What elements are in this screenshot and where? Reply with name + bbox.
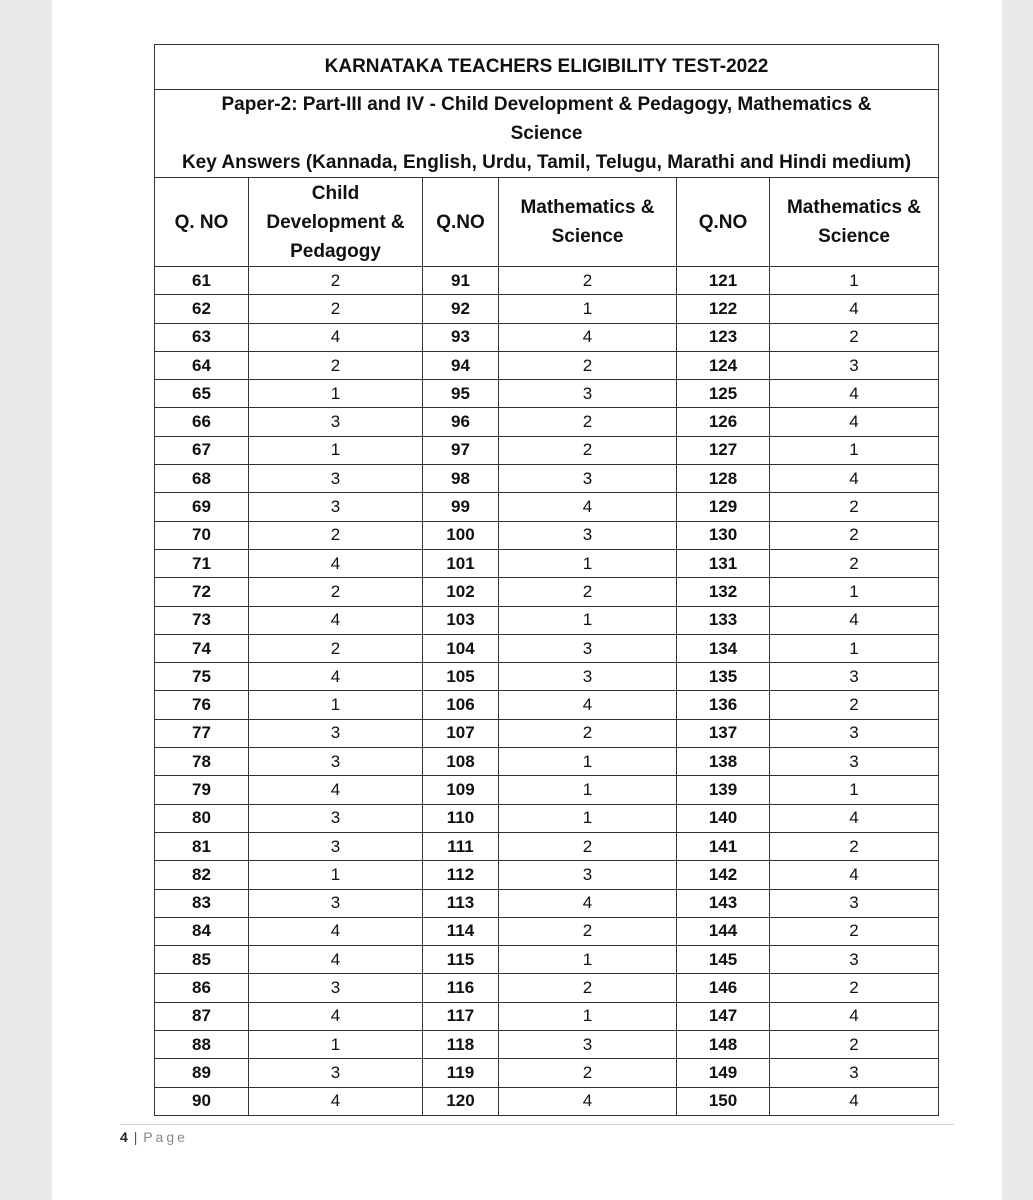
table-row bbox=[155, 493, 939, 521]
answer-cell: 2 bbox=[249, 351, 423, 379]
answer-cell: 4 bbox=[770, 295, 939, 323]
question-number-cell: 148 bbox=[677, 1031, 770, 1059]
answer-cell: 4 bbox=[770, 606, 939, 634]
header-line: Mathematics & bbox=[786, 197, 922, 218]
answer-cell: 4 bbox=[249, 776, 423, 804]
answer-cell: 1 bbox=[499, 748, 677, 776]
answer-cell: 4 bbox=[770, 465, 939, 493]
question-number-cell: 83 bbox=[155, 889, 249, 917]
page-label: Page bbox=[143, 1129, 188, 1145]
answer-cell: 2 bbox=[499, 832, 677, 860]
table-row bbox=[155, 267, 939, 295]
answer-cell: 2 bbox=[249, 267, 423, 295]
answer-cell: 1 bbox=[770, 776, 939, 804]
question-number-cell: 68 bbox=[155, 465, 249, 493]
table-row bbox=[155, 436, 939, 464]
table-row bbox=[155, 691, 939, 719]
question-number-cell: 115 bbox=[423, 946, 499, 974]
answer-cell: 3 bbox=[770, 1059, 939, 1087]
answer-cell: 3 bbox=[249, 889, 423, 917]
answer-cell: 2 bbox=[770, 1031, 939, 1059]
answer-cell: 3 bbox=[770, 748, 939, 776]
question-number-cell: 88 bbox=[155, 1031, 249, 1059]
question-number-cell: 67 bbox=[155, 436, 249, 464]
header-line: Science bbox=[818, 226, 890, 247]
question-number-cell: 73 bbox=[155, 606, 249, 634]
answer-cell: 4 bbox=[770, 380, 939, 408]
question-number-cell: 93 bbox=[423, 323, 499, 351]
answer-cell: 3 bbox=[499, 663, 677, 691]
table-row bbox=[155, 719, 939, 747]
question-number-cell: 63 bbox=[155, 323, 249, 351]
answer-cell: 1 bbox=[499, 946, 677, 974]
answer-cell: 1 bbox=[249, 861, 423, 889]
answer-cell: 4 bbox=[499, 691, 677, 719]
question-number-cell: 149 bbox=[677, 1059, 770, 1087]
answer-cell: 2 bbox=[499, 408, 677, 436]
answer-cell: 4 bbox=[499, 889, 677, 917]
header-qno-3: Q.NO bbox=[677, 178, 770, 267]
answer-cell: 4 bbox=[249, 946, 423, 974]
answer-cell: 2 bbox=[249, 634, 423, 662]
answer-cell: 3 bbox=[770, 889, 939, 917]
table-row bbox=[155, 323, 939, 351]
question-number-cell: 79 bbox=[155, 776, 249, 804]
question-number-cell: 97 bbox=[423, 436, 499, 464]
document-subtitle bbox=[155, 90, 939, 178]
question-number-cell: 61 bbox=[155, 267, 249, 295]
table-row bbox=[155, 408, 939, 436]
header-line: Development & bbox=[266, 211, 405, 233]
answer-cell: 3 bbox=[249, 804, 423, 832]
page-number: 4 bbox=[120, 1129, 128, 1145]
question-number-cell: 92 bbox=[423, 295, 499, 323]
page-footer bbox=[120, 1124, 954, 1145]
question-number-cell: 89 bbox=[155, 1059, 249, 1087]
table-row bbox=[155, 380, 939, 408]
question-number-cell: 69 bbox=[155, 493, 249, 521]
answer-cell: 1 bbox=[499, 295, 677, 323]
answer-cell: 3 bbox=[249, 974, 423, 1002]
answer-cell: 3 bbox=[499, 465, 677, 493]
answer-cell: 1 bbox=[770, 436, 939, 464]
table-row bbox=[155, 295, 939, 323]
question-number-cell: 128 bbox=[677, 465, 770, 493]
answer-cell: 1 bbox=[499, 549, 677, 577]
table-header-row bbox=[155, 178, 939, 267]
question-number-cell: 72 bbox=[155, 578, 249, 606]
question-number-cell: 106 bbox=[423, 691, 499, 719]
question-number-cell: 120 bbox=[423, 1087, 499, 1115]
question-number-cell: 70 bbox=[155, 521, 249, 549]
answer-cell: 4 bbox=[499, 1087, 677, 1115]
answer-cell: 1 bbox=[249, 691, 423, 719]
question-number-cell: 125 bbox=[677, 380, 770, 408]
answer-cell: 2 bbox=[770, 917, 939, 945]
question-number-cell: 71 bbox=[155, 549, 249, 577]
answer-cell: 3 bbox=[249, 408, 423, 436]
document-title: KARNATAKA TEACHERS ELIGIBILITY TEST-2022 bbox=[155, 45, 939, 90]
answer-cell: 3 bbox=[249, 748, 423, 776]
question-number-cell: 66 bbox=[155, 408, 249, 436]
answer-cell: 1 bbox=[249, 380, 423, 408]
answer-cell: 1 bbox=[249, 1031, 423, 1059]
answer-cell: 3 bbox=[770, 351, 939, 379]
answer-cell: 2 bbox=[249, 578, 423, 606]
table-row bbox=[155, 663, 939, 691]
question-number-cell: 101 bbox=[423, 549, 499, 577]
answer-cell: 2 bbox=[770, 832, 939, 860]
table-row bbox=[155, 549, 939, 577]
answer-cell: 2 bbox=[499, 578, 677, 606]
question-number-cell: 138 bbox=[677, 748, 770, 776]
header-child-development-pedagogy bbox=[249, 178, 423, 267]
table-row bbox=[155, 578, 939, 606]
question-number-cell: 99 bbox=[423, 493, 499, 521]
question-number-cell: 112 bbox=[423, 861, 499, 889]
question-number-cell: 117 bbox=[423, 1002, 499, 1030]
answer-cell: 4 bbox=[249, 1002, 423, 1030]
answer-cell: 2 bbox=[249, 521, 423, 549]
question-number-cell: 81 bbox=[155, 832, 249, 860]
answer-cell: 2 bbox=[499, 436, 677, 464]
question-number-cell: 143 bbox=[677, 889, 770, 917]
table-row bbox=[155, 465, 939, 493]
question-number-cell: 90 bbox=[155, 1087, 249, 1115]
answer-cell: 4 bbox=[249, 549, 423, 577]
answer-cell: 2 bbox=[770, 521, 939, 549]
answer-cell: 4 bbox=[770, 1087, 939, 1115]
table-row bbox=[155, 832, 939, 860]
table-row bbox=[155, 861, 939, 889]
answer-cell: 2 bbox=[770, 549, 939, 577]
question-number-cell: 109 bbox=[423, 776, 499, 804]
question-number-cell: 123 bbox=[677, 323, 770, 351]
table-row bbox=[155, 1031, 939, 1059]
question-number-cell: 142 bbox=[677, 861, 770, 889]
header-line: Science bbox=[551, 226, 624, 247]
answer-cell: 4 bbox=[770, 408, 939, 436]
header-mathematics-science-1 bbox=[499, 178, 677, 267]
answer-cell: 4 bbox=[770, 861, 939, 889]
question-number-cell: 113 bbox=[423, 889, 499, 917]
question-number-cell: 114 bbox=[423, 917, 499, 945]
document-page bbox=[52, 0, 1002, 1200]
question-number-cell: 132 bbox=[677, 578, 770, 606]
answer-cell: 2 bbox=[249, 295, 423, 323]
table-row bbox=[155, 1002, 939, 1030]
answer-cell: 3 bbox=[770, 719, 939, 747]
table-row bbox=[155, 974, 939, 1002]
answer-cell: 3 bbox=[249, 719, 423, 747]
answer-cell: 3 bbox=[499, 861, 677, 889]
answer-cell: 2 bbox=[499, 351, 677, 379]
table-row bbox=[155, 946, 939, 974]
table-row bbox=[155, 351, 939, 379]
header-line: Child bbox=[311, 182, 360, 204]
question-number-cell: 94 bbox=[423, 351, 499, 379]
answer-cell: 3 bbox=[499, 521, 677, 549]
question-number-cell: 121 bbox=[677, 267, 770, 295]
answer-cell: 3 bbox=[499, 1031, 677, 1059]
question-number-cell: 95 bbox=[423, 380, 499, 408]
table-row bbox=[155, 748, 939, 776]
table-row bbox=[155, 1059, 939, 1087]
answer-cell: 1 bbox=[770, 578, 939, 606]
answer-cell: 4 bbox=[249, 323, 423, 351]
answer-cell: 1 bbox=[770, 634, 939, 662]
question-number-cell: 127 bbox=[677, 436, 770, 464]
table-row bbox=[155, 776, 939, 804]
question-number-cell: 136 bbox=[677, 691, 770, 719]
question-number-cell: 150 bbox=[677, 1087, 770, 1115]
subtitle-line-2: Science bbox=[510, 123, 583, 144]
subtitle-line-3: Key Answers (Kannada, English, Urdu, Tamil, Telugu, Marathi and Hindi medium) bbox=[181, 152, 912, 173]
question-number-cell: 111 bbox=[423, 832, 499, 860]
answer-cell: 3 bbox=[499, 380, 677, 408]
question-number-cell: 118 bbox=[423, 1031, 499, 1059]
question-number-cell: 135 bbox=[677, 663, 770, 691]
question-number-cell: 144 bbox=[677, 917, 770, 945]
question-number-cell: 108 bbox=[423, 748, 499, 776]
answer-key-table bbox=[154, 44, 939, 1116]
question-number-cell: 133 bbox=[677, 606, 770, 634]
answer-cell: 2 bbox=[770, 323, 939, 351]
answer-cell: 3 bbox=[249, 1059, 423, 1087]
answer-cell: 2 bbox=[770, 493, 939, 521]
answer-cell: 4 bbox=[499, 493, 677, 521]
header-qno-2: Q.NO bbox=[423, 178, 499, 267]
table-row bbox=[155, 634, 939, 662]
question-number-cell: 87 bbox=[155, 1002, 249, 1030]
question-number-cell: 122 bbox=[677, 295, 770, 323]
question-number-cell: 134 bbox=[677, 634, 770, 662]
question-number-cell: 145 bbox=[677, 946, 770, 974]
answer-cell: 3 bbox=[249, 465, 423, 493]
answer-cell: 4 bbox=[499, 323, 677, 351]
question-number-cell: 76 bbox=[155, 691, 249, 719]
header-line: Pedagogy bbox=[290, 240, 381, 262]
question-number-cell: 141 bbox=[677, 832, 770, 860]
question-number-cell: 85 bbox=[155, 946, 249, 974]
answer-cell: 4 bbox=[249, 1087, 423, 1115]
question-number-cell: 119 bbox=[423, 1059, 499, 1087]
question-number-cell: 107 bbox=[423, 719, 499, 747]
answer-cell: 3 bbox=[249, 493, 423, 521]
header-qno-1: Q. NO bbox=[155, 178, 249, 267]
answer-cell: 2 bbox=[770, 691, 939, 719]
answer-cell: 4 bbox=[770, 804, 939, 832]
answer-cell: 4 bbox=[249, 663, 423, 691]
footer-separator: | bbox=[133, 1129, 138, 1145]
answer-cell: 2 bbox=[499, 1059, 677, 1087]
table-row bbox=[155, 1087, 939, 1115]
question-number-cell: 103 bbox=[423, 606, 499, 634]
question-number-cell: 82 bbox=[155, 861, 249, 889]
question-number-cell: 84 bbox=[155, 917, 249, 945]
question-number-cell: 86 bbox=[155, 974, 249, 1002]
question-number-cell: 104 bbox=[423, 634, 499, 662]
question-number-cell: 105 bbox=[423, 663, 499, 691]
answer-cell: 2 bbox=[499, 267, 677, 295]
header-line: Mathematics & bbox=[520, 197, 655, 218]
subtitle-line-1: Paper-2: Part-III and IV - Child Development & Pedagogy, Mathematics & bbox=[221, 94, 872, 115]
table-row bbox=[155, 521, 939, 549]
question-number-cell: 100 bbox=[423, 521, 499, 549]
question-number-cell: 102 bbox=[423, 578, 499, 606]
table-row bbox=[155, 889, 939, 917]
header-mathematics-science-2 bbox=[770, 178, 939, 267]
answer-cell: 1 bbox=[499, 1002, 677, 1030]
question-number-cell: 147 bbox=[677, 1002, 770, 1030]
table-row bbox=[155, 804, 939, 832]
question-number-cell: 129 bbox=[677, 493, 770, 521]
question-number-cell: 124 bbox=[677, 351, 770, 379]
answer-cell: 1 bbox=[770, 267, 939, 295]
question-number-cell: 137 bbox=[677, 719, 770, 747]
question-number-cell: 75 bbox=[155, 663, 249, 691]
answer-cell: 3 bbox=[499, 634, 677, 662]
answer-cell: 3 bbox=[249, 832, 423, 860]
question-number-cell: 139 bbox=[677, 776, 770, 804]
answer-cell: 4 bbox=[770, 1002, 939, 1030]
question-number-cell: 131 bbox=[677, 549, 770, 577]
question-number-cell: 116 bbox=[423, 974, 499, 1002]
answer-cell: 3 bbox=[770, 946, 939, 974]
answer-cell: 1 bbox=[499, 804, 677, 832]
question-number-cell: 91 bbox=[423, 267, 499, 295]
question-number-cell: 140 bbox=[677, 804, 770, 832]
answer-cell: 2 bbox=[499, 917, 677, 945]
answer-cell: 1 bbox=[249, 436, 423, 464]
answer-cell: 3 bbox=[770, 663, 939, 691]
answer-cell: 2 bbox=[770, 974, 939, 1002]
question-number-cell: 98 bbox=[423, 465, 499, 493]
question-number-cell: 146 bbox=[677, 974, 770, 1002]
question-number-cell: 74 bbox=[155, 634, 249, 662]
question-number-cell: 130 bbox=[677, 521, 770, 549]
question-number-cell: 77 bbox=[155, 719, 249, 747]
question-number-cell: 62 bbox=[155, 295, 249, 323]
answer-cell: 1 bbox=[499, 776, 677, 804]
answer-cell: 2 bbox=[499, 719, 677, 747]
answer-cell: 1 bbox=[499, 606, 677, 634]
question-number-cell: 65 bbox=[155, 380, 249, 408]
table-row bbox=[155, 606, 939, 634]
question-number-cell: 80 bbox=[155, 804, 249, 832]
question-number-cell: 64 bbox=[155, 351, 249, 379]
question-number-cell: 110 bbox=[423, 804, 499, 832]
answer-cell: 2 bbox=[499, 974, 677, 1002]
question-number-cell: 96 bbox=[423, 408, 499, 436]
question-number-cell: 126 bbox=[677, 408, 770, 436]
question-number-cell: 78 bbox=[155, 748, 249, 776]
answer-cell: 4 bbox=[249, 917, 423, 945]
table-row bbox=[155, 917, 939, 945]
answer-cell: 4 bbox=[249, 606, 423, 634]
